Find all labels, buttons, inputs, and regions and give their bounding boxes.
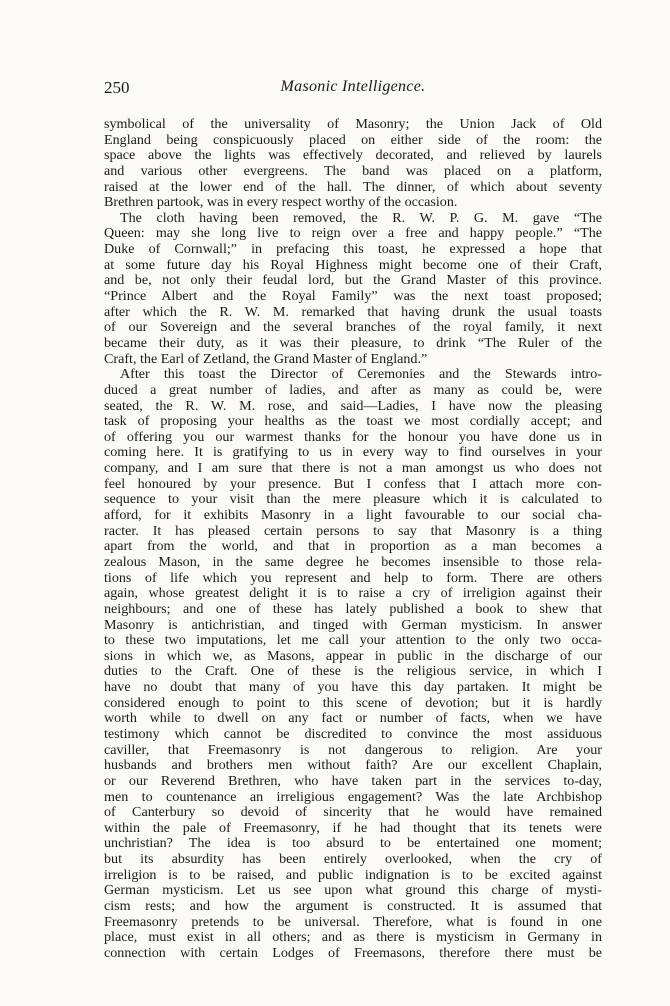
text-line: but its absurdity has been entirely overlooked, when the cry of xyxy=(104,851,602,868)
text-line: cism rests; and how the argument is constructed. It is assumed that xyxy=(104,898,602,915)
text-line: seated, the R. W. M. rose, and said—Ladies, I have now the pleasing xyxy=(104,397,602,414)
text-line: worth while to dwell on any fact or number of facts, when we have xyxy=(104,710,602,727)
text-line: and be, not only their feudal lord, but the Grand Master of this province. xyxy=(104,272,602,289)
text-line: feel honoured by your presence. But I confess that I attach more con- xyxy=(104,475,602,492)
text-line: neighbours; and one of these has lately published a book to shew that xyxy=(104,600,602,617)
text-line: symbolical of the universality of Masonry; the Union Jack of Old xyxy=(104,116,602,132)
running-head: Masonic Intelligence. xyxy=(280,78,426,95)
text-line: company, and I am sure that there is not a man amongst us who does not xyxy=(104,460,602,477)
text-line: tions of life which you represent and help to form. There are others xyxy=(104,569,602,586)
text-line: “Prince Albert and the Royal Family” was the next toast proposed; xyxy=(104,288,602,305)
text-line: testimony which cannot be discredited to convince the most assiduous xyxy=(104,725,602,742)
text-line: within the pale of Freemasonry, if he had thought that its tenets were xyxy=(104,819,602,836)
text-line: of Canterbury so devoid of sincerity that he would have remained xyxy=(104,804,602,821)
text-line: sequence to your visit than the mere pleasure which it is calculated to xyxy=(104,491,602,508)
text-line: men to countenance an irreligious engagement? Was the late Archbishop xyxy=(104,788,602,805)
text-line: of our Sovereign and the several branches of the royal family, it next xyxy=(104,319,602,336)
text-line: Craft, the Earl of Zetland, the Grand Master of England.” xyxy=(104,350,428,367)
text-line: Queen: may she long live to reign over a free and happy people.” “The xyxy=(104,225,602,242)
text-line: raised at the lower end of the hall. The dinner, of which about seventy xyxy=(104,178,602,195)
text-line: again, whose greatest delight it is to raise a cry of irreligion against their xyxy=(104,585,602,602)
text-line: at some future day his Royal Highness might become one of their Craft, xyxy=(104,256,602,273)
text-line: Duke of Cornwall;” in prefacing this toast, he expressed a hope that xyxy=(104,241,602,258)
text-line: duties to the Craft. One of these is the religious service, in which I xyxy=(104,663,602,680)
text-line: sions in which we, as Masons, appear in public in the discharge of our xyxy=(104,647,602,664)
text-line: unchristian? The idea is too absurd to be entertained one moment; xyxy=(104,835,602,852)
text-line: German mysticism. Let us see upon what ground this charge of mysti- xyxy=(104,882,602,899)
text-line: Freemasonry pretends to be universal. Therefore, what is found in one xyxy=(104,913,602,930)
text-line: Masonry is antichristian, and tinged with German mysticism. In answer xyxy=(104,616,602,633)
text-line: after which the R. W. M. remarked that having drunk the usual toasts xyxy=(104,303,602,320)
text-line: duced a great number of ladies, and after as many as could be, were xyxy=(104,381,602,398)
page-number: 250 xyxy=(104,78,130,97)
body-text xyxy=(104,117,602,962)
text-line: husbands and brothers men without faith? Are our excellent Chaplain, xyxy=(104,757,602,774)
text-line: place, must exist in all others; and as there is mysticism in Germany in xyxy=(104,929,602,946)
text-line: Brethren partook, was in every respect worthy of the occasion. xyxy=(104,194,458,211)
text-line: coming here. It is gratifying to us in every way to find ourselves in your xyxy=(104,444,602,461)
text-line: task of proposing your healths as the toast we most cordially accept; and xyxy=(104,413,602,430)
text-line: racter. It has pleased certain persons to say that Masonry is a thing xyxy=(104,522,602,539)
text-line: considered enough to point to this scene of devotion; but it is hardly xyxy=(104,694,602,711)
text-line: or our Reverend Brethren, who have taken part in the services to-day, xyxy=(104,772,602,789)
text-line: afford, for it exhibits Masonry in a light favourable to our social cha- xyxy=(104,507,602,524)
text-line: and various other evergreens. The band was placed on a platform, xyxy=(104,162,602,179)
text-line: apart from the world, and that in proportion as a man becomes a xyxy=(104,538,602,555)
text-line: became their duty, as it was their pleasure, to drink “The Ruler of the xyxy=(104,334,602,351)
text-line: space above the lights was effectively decorated, and relieved by laurels xyxy=(104,147,602,164)
text-line: England being conspicuously placed on either side of the room: the xyxy=(104,131,602,148)
text-line: zealous Mason, in the same degree he becomes insensible to those rela- xyxy=(104,553,602,570)
text-line: After this toast the Director of Ceremonies and the Stewards intro- xyxy=(120,366,602,383)
text-line: of offering you our warmest thanks for the honour you have done us in xyxy=(104,428,602,445)
text-line: have no doubt that many of you have this day partaken. It might be xyxy=(104,679,602,696)
page-header xyxy=(104,78,602,100)
text-line: to these two imputations, let me call your attention to the only two occa- xyxy=(104,632,602,649)
text-line: caviller, that Freemasonry is not dangerous to religion. Are your xyxy=(104,741,602,758)
text-line: The cloth having been removed, the R. W. P. G. M. gave “The xyxy=(120,209,602,226)
text-line: irreligion is to be raised, and public indignation is to be excited against xyxy=(104,866,602,883)
text-line: connection with certain Lodges of Freemasons, therefore there must be xyxy=(104,944,602,961)
